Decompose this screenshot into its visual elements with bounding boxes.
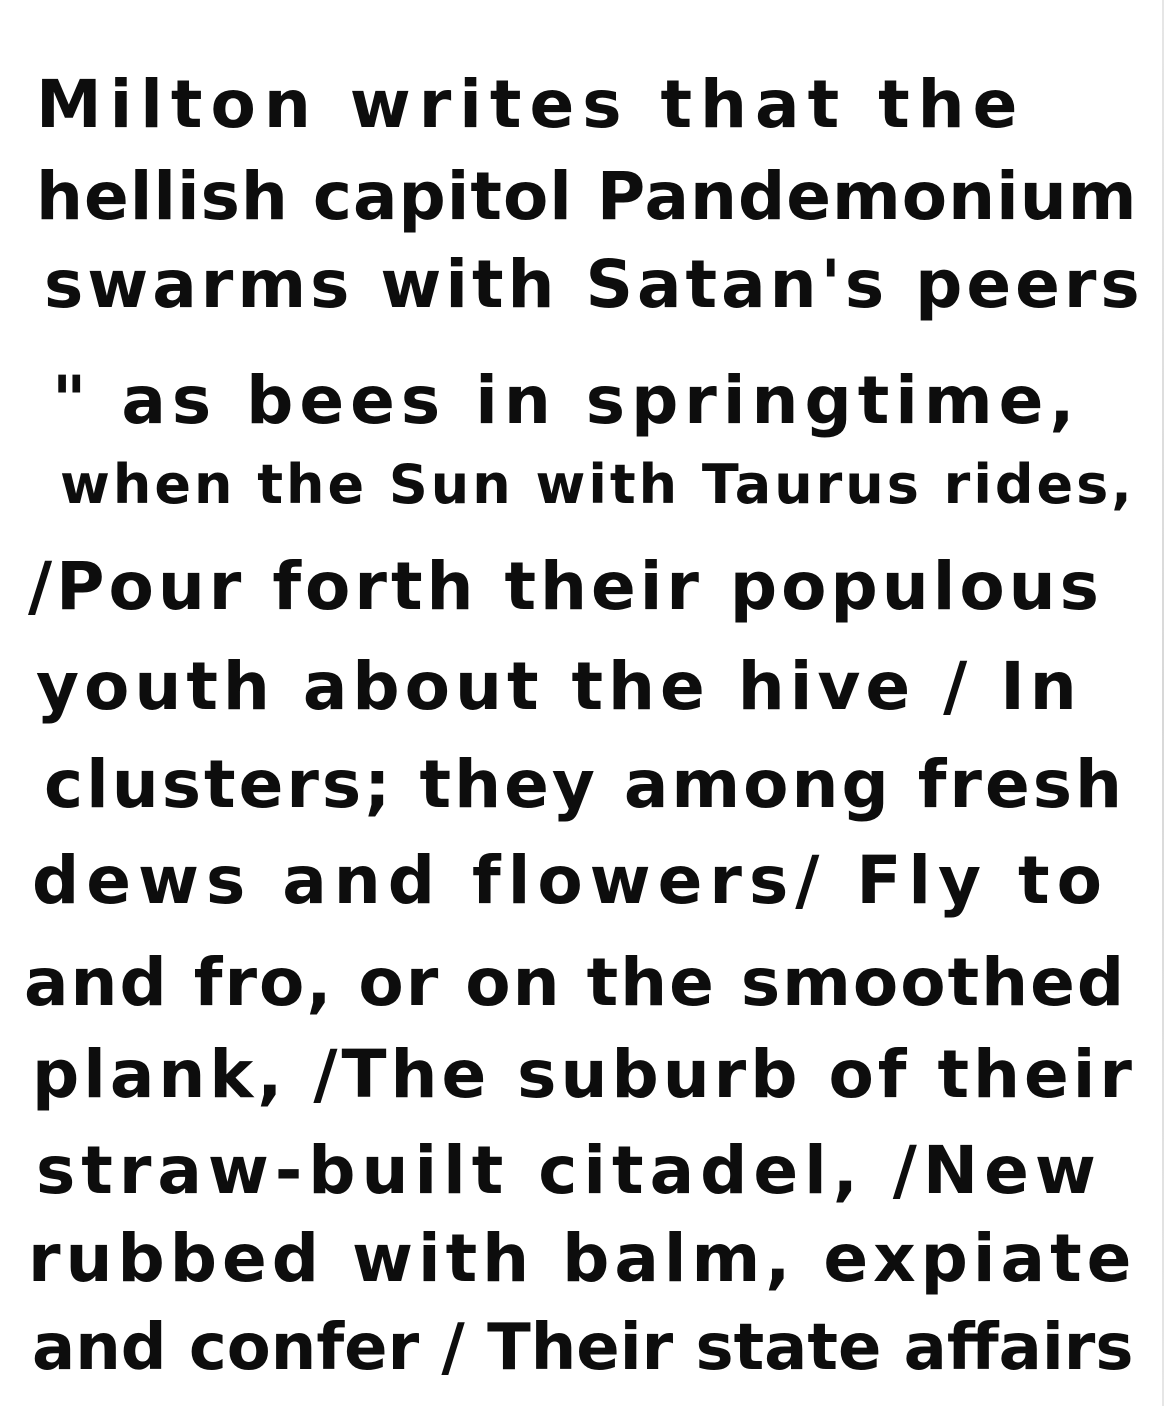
note-line-7: youth about the hive / In bbox=[36, 648, 1082, 725]
note-line-1: Milton writes that the bbox=[36, 66, 1026, 143]
note-line-14: and confer / Their state affairs bbox=[32, 1311, 1134, 1385]
note-line-13: rubbed with balm, expiate bbox=[28, 1220, 1137, 1297]
note-line-6: /Pour forth their populous bbox=[28, 548, 1103, 625]
note-line-8: clusters; they among fresh bbox=[44, 746, 1125, 823]
note-line-12: straw-built citadel, /New bbox=[36, 1132, 1102, 1209]
note-line-9: dews and flowers/ Fly to bbox=[32, 842, 1109, 919]
note-line-5: when the Sun with Taurus rides, bbox=[60, 453, 1135, 516]
note-line-3: swarms with Satan's peers bbox=[44, 246, 1144, 323]
note-line-11: plank, /The suburb of their bbox=[32, 1036, 1136, 1113]
note-line-10: and fro, or on the smoothed bbox=[24, 944, 1127, 1021]
note-line-2: hellish capitol Pandemonium bbox=[36, 158, 1138, 235]
note-line-4: " as bees in springtime, bbox=[52, 362, 1081, 439]
